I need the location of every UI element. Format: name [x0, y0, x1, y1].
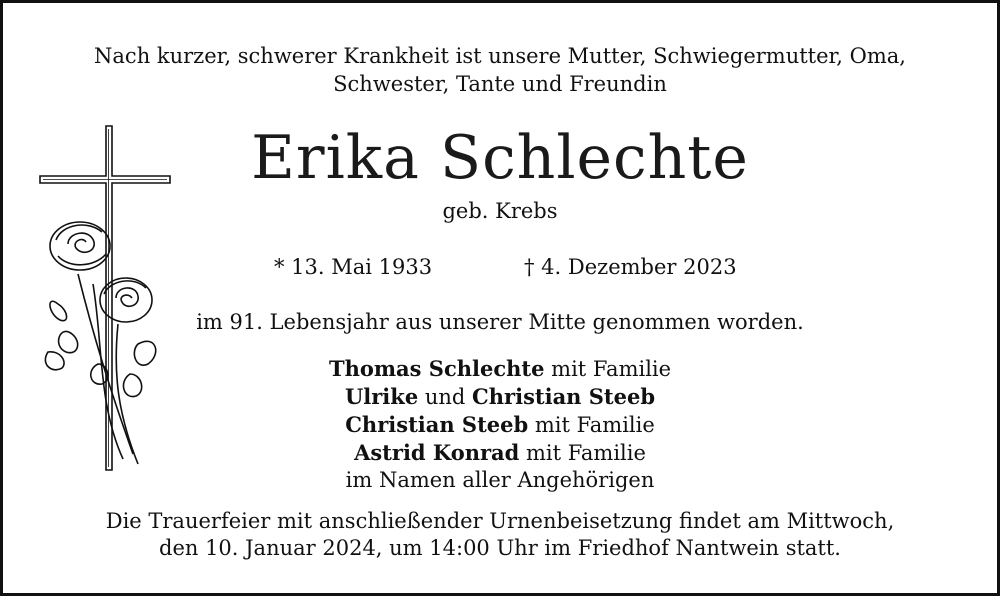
deceased-name: Erika Schlechte [251, 123, 749, 193]
intro-line-2: Schwester, Tante und Freundin [333, 72, 667, 96]
mourner-name: Ulrike [344, 384, 419, 409]
mourner-name: Christian Steeb [472, 384, 656, 409]
birth-date: * 13. Mai 1933 [274, 255, 433, 279]
mourner-name: Astrid Konrad [354, 440, 520, 465]
funeral-line-1: Die Trauerfeier mit anschließender Urnenbeisetzung findet am Mittwoch, [105, 509, 895, 533]
mourner-name: Christian Steeb [345, 412, 529, 437]
mourner-suffix: mit Familie [528, 413, 655, 437]
funeral-line-2: den 10. Januar 2024, um 14:00 Uhr im Friedhof Nantwein statt. [159, 536, 841, 560]
death-date: † 4. Dezember 2023 [524, 255, 737, 279]
mourner-name: Thomas Schlechte [328, 356, 545, 381]
mourner-line [0, 383, 1000, 411]
passage-text: im 91. Lebensjahr aus unserer Mitte genommen worden. [196, 310, 804, 334]
intro-text [0, 42, 1000, 98]
mourner-line [0, 411, 1000, 439]
intro-line-1: Nach kurzer, schwerer Krankheit ist unsere Mutter, Schwiegermutter, Oma, [94, 44, 906, 68]
mourner-suffix: mit Familie [519, 441, 646, 465]
mourner-line [0, 439, 1000, 467]
mourner-suffix: mit Familie [544, 357, 672, 381]
mourner-line: im Namen aller Angehörigen [345, 468, 655, 492]
mourner-conjunction: und [418, 385, 473, 409]
mourners-list [0, 355, 1000, 494]
mourner-line [0, 355, 1000, 383]
funeral-details [0, 508, 1000, 562]
maiden-name: geb. Krebs [442, 199, 558, 223]
